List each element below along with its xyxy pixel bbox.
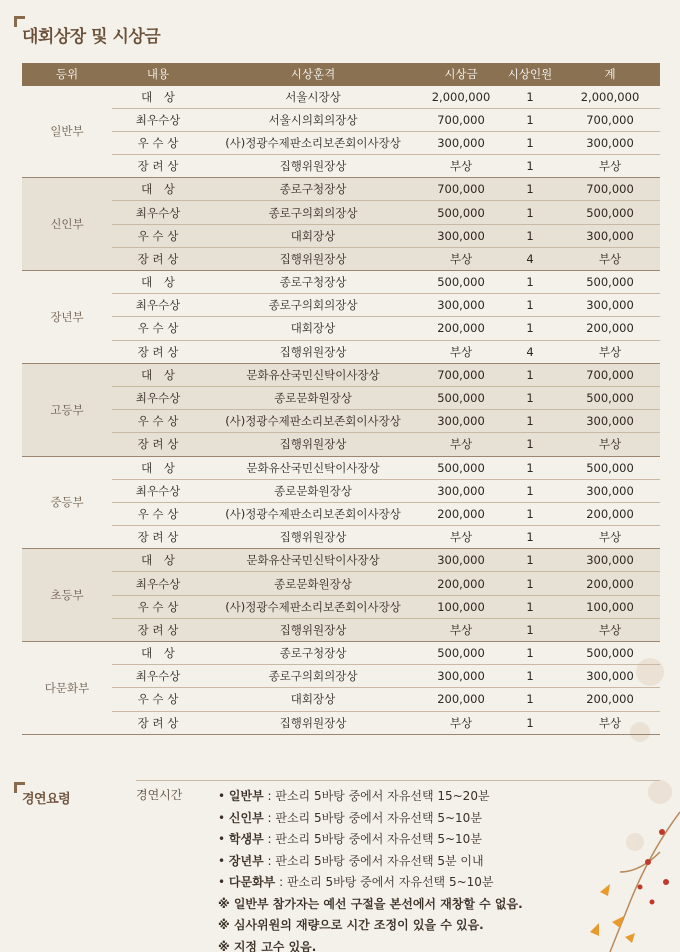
division-cell: 초등부 (22, 549, 112, 642)
header-count: 시상인원 (500, 63, 560, 85)
honor-cell: 서울시장상 (204, 85, 422, 108)
table-row (22, 479, 660, 502)
prize-cell: 700,000 (422, 178, 500, 201)
award-cell: 우 수 상 (112, 688, 204, 711)
prize-cell: 2,000,000 (422, 85, 500, 108)
division-cell: 일반부 (22, 85, 112, 178)
table-row (22, 131, 660, 154)
header-title: 시상훈격 (204, 63, 422, 85)
award-cell: 대 상 (112, 271, 204, 294)
count-cell: 1 (500, 294, 560, 317)
total-cell: 부상 (560, 340, 660, 363)
award-cell: 대 상 (112, 85, 204, 108)
prize-cell: 부상 (422, 340, 500, 363)
award-cell: 최우수상 (112, 294, 204, 317)
award-cell: 최우수상 (112, 665, 204, 688)
division-cell: 고등부 (22, 363, 112, 456)
prize-cell: 700,000 (422, 363, 500, 386)
count-cell: 1 (500, 456, 560, 479)
honor-cell: (사)정광수제판소리보존회이사장상 (204, 502, 422, 525)
table-row (22, 85, 660, 108)
list-item: • 다문화부 : 판소리 5바탕 중에서 자유선택 5~10분 (218, 875, 494, 889)
award-cell: 장 려 상 (112, 433, 204, 456)
division-name: 일반부 (228, 789, 264, 803)
header-rank: 등위 (22, 63, 112, 85)
honor-cell: 대회장상 (204, 224, 422, 247)
divider (136, 780, 660, 781)
prize-cell: 200,000 (422, 688, 500, 711)
total-cell: 300,000 (560, 294, 660, 317)
total-cell: 부상 (560, 618, 660, 641)
table-row (22, 502, 660, 525)
count-cell: 1 (500, 618, 560, 641)
award-cell: 대 상 (112, 178, 204, 201)
table-row (22, 688, 660, 711)
award-cell: 우 수 상 (112, 317, 204, 340)
total-cell: 200,000 (560, 572, 660, 595)
count-cell: 1 (500, 131, 560, 154)
note-item: ※ 심사위원의 재량으로 시간 조정이 있을 수 있음. (218, 918, 484, 932)
count-cell: 1 (500, 410, 560, 433)
award-cell: 장 려 상 (112, 526, 204, 549)
total-cell: 부상 (560, 247, 660, 270)
prize-cell: 300,000 (422, 665, 500, 688)
awards-table (22, 63, 660, 735)
award-cell: 장 려 상 (112, 340, 204, 363)
total-cell: 700,000 (560, 363, 660, 386)
division-name: 신인부 (228, 810, 264, 825)
table-row (22, 665, 660, 688)
awards-table-body (22, 85, 660, 734)
table-row (22, 595, 660, 618)
honor-cell: 종로구청장상 (204, 642, 422, 665)
table-row (22, 294, 660, 317)
prize-cell: 500,000 (422, 271, 500, 294)
count-cell: 1 (500, 572, 560, 595)
list-item: • 학생부 : 판소리 5바탕 중에서 자유선택 5~10분 (218, 832, 482, 846)
prize-cell: 300,000 (422, 294, 500, 317)
prize-cell: 200,000 (422, 572, 500, 595)
prize-cell: 700,000 (422, 108, 500, 131)
division-cell: 중등부 (22, 456, 112, 549)
honor-cell: (사)정광수제판소리보존회이사장상 (204, 410, 422, 433)
prize-cell: 200,000 (422, 502, 500, 525)
count-cell: 1 (500, 386, 560, 409)
count-cell: 1 (500, 688, 560, 711)
honor-cell: 종로구의회의장상 (204, 201, 422, 224)
honor-cell: 집행위원장상 (204, 247, 422, 270)
total-cell: 100,000 (560, 595, 660, 618)
honor-cell: 대회장상 (204, 688, 422, 711)
list-item: • 장년부 : 판소리 5바탕 중에서 자유선택 5분 이내 (218, 853, 484, 868)
note-item: ※ 지정 고수 있음. (218, 939, 317, 952)
honor-cell: 대회장상 (204, 317, 422, 340)
count-cell: 1 (500, 271, 560, 294)
prize-cell: 300,000 (422, 410, 500, 433)
division-name: 다문화부 (228, 875, 276, 889)
table-row (22, 549, 660, 572)
table-row (22, 618, 660, 641)
honor-cell: 종로문화원장상 (204, 386, 422, 409)
award-cell: 최우수상 (112, 108, 204, 131)
total-cell: 700,000 (560, 108, 660, 131)
header-prize: 시상금 (422, 63, 500, 85)
table-row (22, 340, 660, 363)
award-cell: 우 수 상 (112, 410, 204, 433)
table-row (22, 178, 660, 201)
honor-cell: 종로구의회의장상 (204, 294, 422, 317)
table-row (22, 526, 660, 549)
total-cell: 부상 (560, 711, 660, 734)
table-row (22, 572, 660, 595)
count-cell: 1 (500, 178, 560, 201)
honor-cell: (사)정광수제판소리보존회이사장상 (204, 131, 422, 154)
award-cell: 최우수상 (112, 386, 204, 409)
total-cell: 300,000 (560, 479, 660, 502)
award-cell: 대 상 (112, 642, 204, 665)
count-cell: 1 (500, 433, 560, 456)
count-cell: 1 (500, 155, 560, 178)
award-cell: 최우수상 (112, 201, 204, 224)
honor-cell: 종로구의회의장상 (204, 665, 422, 688)
count-cell: 1 (500, 317, 560, 340)
total-cell: 300,000 (560, 549, 660, 572)
award-cell: 장 려 상 (112, 155, 204, 178)
total-cell: 500,000 (560, 201, 660, 224)
award-cell: 장 려 상 (112, 247, 204, 270)
honor-cell: 종로구청장상 (204, 178, 422, 201)
count-cell: 1 (500, 108, 560, 131)
prize-cell: 300,000 (422, 479, 500, 502)
honor-cell: 문화유산국민신탁이사장상 (204, 456, 422, 479)
division-cell: 신인부 (22, 178, 112, 271)
table-row (22, 224, 660, 247)
honor-cell: 문화유산국민신탁이사장상 (204, 363, 422, 386)
prize-cell: 300,000 (422, 131, 500, 154)
prize-cell: 500,000 (422, 386, 500, 409)
honor-cell: 집행위원장상 (204, 340, 422, 363)
total-cell: 200,000 (560, 688, 660, 711)
division-name: 학생부 (228, 832, 264, 846)
total-cell: 2,000,000 (560, 85, 660, 108)
division-name: 장년부 (228, 853, 264, 868)
table-row (22, 410, 660, 433)
prize-cell: 부상 (422, 155, 500, 178)
division-cell: 다문화부 (22, 642, 112, 735)
award-cell: 대 상 (112, 363, 204, 386)
total-cell: 300,000 (560, 224, 660, 247)
award-cell: 장 려 상 (112, 618, 204, 641)
table-row (22, 386, 660, 409)
table-row (22, 155, 660, 178)
count-cell: 1 (500, 595, 560, 618)
list-item: • 일반부 : 판소리 5바탕 중에서 자유선택 15~20분 (218, 789, 490, 803)
award-cell: 우 수 상 (112, 502, 204, 525)
prize-cell: 500,000 (422, 201, 500, 224)
award-cell: 대 상 (112, 456, 204, 479)
count-cell: 1 (500, 711, 560, 734)
table-row (22, 711, 660, 734)
award-cell: 우 수 상 (112, 595, 204, 618)
prize-cell: 300,000 (422, 549, 500, 572)
count-cell: 1 (500, 479, 560, 502)
honor-cell: 종로문화원장상 (204, 572, 422, 595)
total-cell: 500,000 (560, 456, 660, 479)
awards-section-title: 대회상장 및 시상금 (14, 22, 160, 47)
total-cell: 부상 (560, 155, 660, 178)
performance-list (218, 786, 523, 952)
list-item: • 신인부 : 판소리 5바탕 중에서 자유선택 5~10분 (218, 810, 482, 825)
total-cell: 200,000 (560, 502, 660, 525)
honor-cell: 집행위원장상 (204, 155, 422, 178)
award-cell: 장 려 상 (112, 711, 204, 734)
table-row (22, 317, 660, 340)
total-cell: 500,000 (560, 386, 660, 409)
total-cell: 500,000 (560, 271, 660, 294)
award-cell: 우 수 상 (112, 131, 204, 154)
note-item: ※ 일반부 참가자는 예선 구절을 본선에서 재창할 수 없음. (218, 896, 523, 911)
total-cell: 700,000 (560, 178, 660, 201)
honor-cell: 문화유산국민신탁이사장상 (204, 549, 422, 572)
honor-cell: 서울시의회의장상 (204, 108, 422, 131)
total-cell: 부상 (560, 433, 660, 456)
honor-cell: 종로문화원장상 (204, 479, 422, 502)
honor-cell: 집행위원장상 (204, 618, 422, 641)
table-row (22, 363, 660, 386)
table-row (22, 642, 660, 665)
table-row (22, 108, 660, 131)
table-row (22, 247, 660, 270)
award-cell: 우 수 상 (112, 224, 204, 247)
table-row (22, 433, 660, 456)
prize-cell: 부상 (422, 526, 500, 549)
award-cell: 최우수상 (112, 572, 204, 595)
count-cell: 1 (500, 85, 560, 108)
count-cell: 1 (500, 224, 560, 247)
count-cell: 1 (500, 642, 560, 665)
award-cell: 최우수상 (112, 479, 204, 502)
header-award: 내용 (112, 63, 204, 85)
honor-cell: 종로구청장상 (204, 271, 422, 294)
count-cell: 1 (500, 201, 560, 224)
honor-cell: (사)정광수제판소리보존회이사장상 (204, 595, 422, 618)
count-cell: 1 (500, 665, 560, 688)
prize-cell: 부상 (422, 618, 500, 641)
total-cell: 300,000 (560, 410, 660, 433)
honor-cell: 집행위원장상 (204, 433, 422, 456)
total-cell: 300,000 (560, 131, 660, 154)
header-total: 계 (560, 63, 660, 85)
total-cell: 500,000 (560, 642, 660, 665)
count-cell: 4 (500, 247, 560, 270)
honor-cell: 집행위원장상 (204, 526, 422, 549)
division-cell: 장년부 (22, 271, 112, 364)
table-row (22, 456, 660, 479)
performance-time-label: 경연시간 (136, 788, 183, 802)
performance-section-title: 경연요령 (14, 788, 70, 807)
prize-cell: 500,000 (422, 456, 500, 479)
table-row (22, 271, 660, 294)
total-cell: 200,000 (560, 317, 660, 340)
count-cell: 1 (500, 549, 560, 572)
count-cell: 1 (500, 526, 560, 549)
total-cell: 부상 (560, 526, 660, 549)
prize-cell: 부상 (422, 433, 500, 456)
honor-cell: 집행위원장상 (204, 711, 422, 734)
count-cell: 4 (500, 340, 560, 363)
prize-cell: 500,000 (422, 642, 500, 665)
prize-cell: 부상 (422, 711, 500, 734)
prize-cell: 300,000 (422, 224, 500, 247)
award-cell: 대 상 (112, 549, 204, 572)
prize-cell: 부상 (422, 247, 500, 270)
count-cell: 1 (500, 502, 560, 525)
table-row (22, 201, 660, 224)
prize-cell: 100,000 (422, 595, 500, 618)
table-header-row (22, 63, 660, 85)
count-cell: 1 (500, 363, 560, 386)
prize-cell: 200,000 (422, 317, 500, 340)
total-cell: 300,000 (560, 665, 660, 688)
